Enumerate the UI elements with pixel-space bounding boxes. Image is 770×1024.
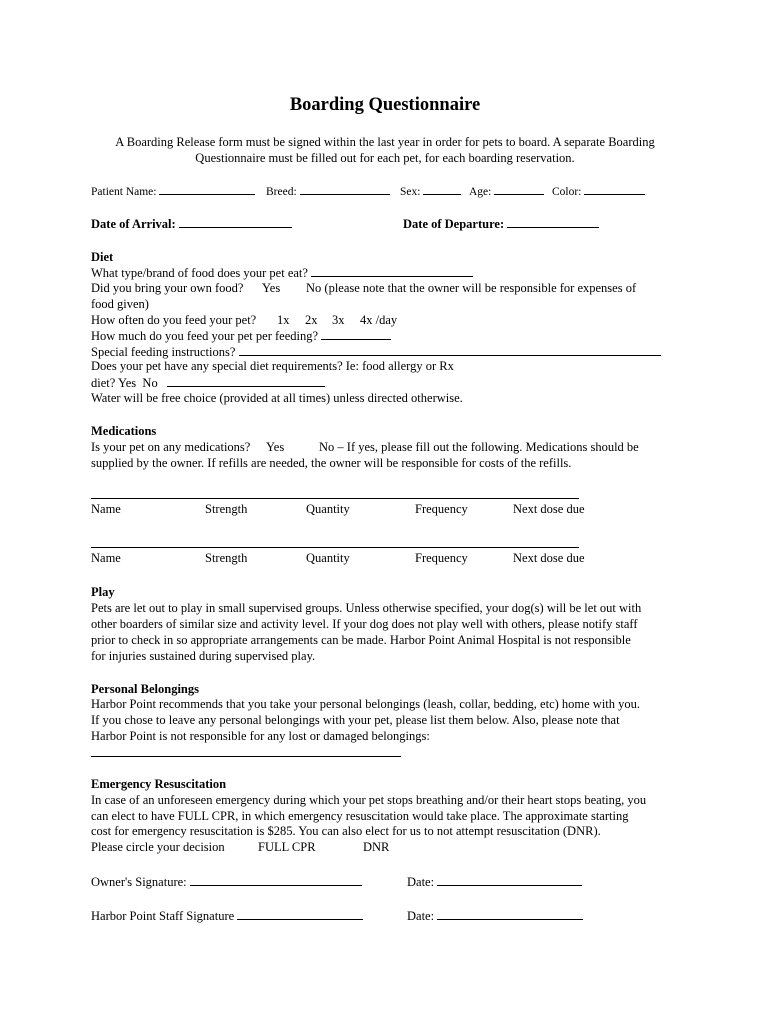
water-note: Water will be free choice (provided at all times) unless directed otherwise. xyxy=(91,391,463,405)
intro-line-1: A Boarding Release form must be signed within the last year in order for pets to board. A separate Boarding xyxy=(115,135,655,149)
food-type-question xyxy=(91,265,473,281)
resuscitation-heading: Emergency Resuscitation xyxy=(91,777,227,791)
special-instructions-question xyxy=(91,344,661,360)
owner-date-field[interactable] xyxy=(407,874,582,890)
resuscitation-line-2: can elect to have FULL CPR, in which emergency resuscitation would take place. The approximate starting xyxy=(91,809,629,823)
dnr-option[interactable]: DNR xyxy=(363,840,390,854)
owner-signature-field[interactable] xyxy=(91,874,362,890)
belongings-line-3: Harbor Point is not responsible for any lost or damaged belongings: xyxy=(91,729,430,743)
breed-field[interactable] xyxy=(266,183,390,198)
page-title: Boarding Questionnaire xyxy=(289,95,481,115)
play-line-2: other boarders of similar size and activity level. If your dog does not play well with others, please notify staff xyxy=(91,617,638,631)
food-type-label: What type/brand of food does your pet eat? xyxy=(91,266,308,280)
play-heading: Play xyxy=(91,585,115,599)
belongings-line-1: Harbor Point recommends that you take your personal belongings (leash, collar, bedding, etc) home with you. xyxy=(91,697,641,711)
diet-rx-no-option[interactable]: No xyxy=(142,376,158,390)
play-line-1: Pets are let out to play in small supervised groups. Unless otherwise specified, your dog(s) will be let out with xyxy=(91,601,642,615)
food-type-blank[interactable] xyxy=(311,265,473,277)
how-much-question xyxy=(91,328,391,344)
belongings-heading: Personal Belongings xyxy=(91,682,199,696)
med-row-2-strength-header: Strength xyxy=(205,551,248,565)
med-row-1-name-header: Name xyxy=(91,502,121,516)
arrival-date-label: Date of Arrival: xyxy=(91,217,176,231)
med-row-1-strength-header: Strength xyxy=(205,502,248,516)
age-label: Age: xyxy=(469,186,492,198)
departure-date-label: Date of Departure: xyxy=(403,217,505,231)
sex-blank[interactable] xyxy=(423,183,461,195)
own-food-no-option[interactable]: No (please note that the owner will be responsible for expenses of xyxy=(306,281,637,295)
staff-date-field[interactable] xyxy=(407,908,583,924)
play-line-4: for injuries sustained during supervised play. xyxy=(91,649,316,663)
full-cpr-option[interactable]: FULL CPR xyxy=(258,840,316,854)
belongings-list-blank[interactable] xyxy=(91,756,401,757)
resuscitation-decision-label: Please circle your decision xyxy=(91,840,225,854)
diet-rx-yes-option[interactable]: Yes xyxy=(117,376,137,390)
diet-requirements-label: Does your pet have any special diet requirements? Ie: food allergy or Rx xyxy=(91,359,454,373)
play-line-3: prior to check in so appropriate arrangements can be made. Harbor Point Animal Hospital is not responsible xyxy=(91,633,631,647)
freq-1x-option[interactable]: 1x xyxy=(277,313,290,327)
intro-line-2: Questionnaire must be filled out for each pet, for each boarding reservation. xyxy=(195,151,575,165)
owner-date-blank[interactable] xyxy=(437,874,582,886)
owner-signature-label: Owner's Signature: xyxy=(91,875,187,889)
freq-2x-option[interactable]: 2x xyxy=(305,313,318,327)
owner-signature-blank[interactable] xyxy=(190,874,362,886)
diet-rx-blank[interactable] xyxy=(167,375,325,387)
staff-signature-label: Harbor Point Staff Signature xyxy=(91,909,235,923)
med-row-1-frequency-header: Frequency xyxy=(415,502,468,516)
medication-row-2-line[interactable] xyxy=(91,547,579,548)
medications-yes-option[interactable]: Yes xyxy=(266,440,285,454)
belongings-line-2: If you chose to leave any personal belongings with your pet, please list them below. Also, please note that xyxy=(91,713,620,727)
arrival-date-blank[interactable] xyxy=(179,216,292,228)
sex-label: Sex: xyxy=(400,186,421,198)
special-instructions-blank[interactable] xyxy=(239,344,661,356)
arrival-date-field[interactable] xyxy=(91,216,292,232)
age-field[interactable] xyxy=(469,183,544,198)
color-label: Color: xyxy=(552,186,582,198)
sex-field[interactable] xyxy=(400,183,461,198)
staff-date-blank[interactable] xyxy=(437,908,583,920)
resuscitation-line-1: In case of an unforeseen emergency during which your pet stops breathing and/or their heart stops beating, you xyxy=(91,793,647,807)
diet-rx-row xyxy=(91,375,325,391)
diet-rx-label: diet? xyxy=(91,376,116,390)
special-instructions-label: Special feeding instructions? xyxy=(91,345,236,359)
how-often-label: How often do you feed your pet? xyxy=(91,313,257,327)
med-row-2-quantity-header: Quantity xyxy=(306,551,350,565)
patient-name-blank[interactable] xyxy=(159,183,255,195)
med-row-1-quantity-header: Quantity xyxy=(306,502,350,516)
med-row-2-name-header: Name xyxy=(91,551,121,565)
breed-blank[interactable] xyxy=(300,183,390,195)
medications-question-label: Is your pet on any medications? xyxy=(91,440,251,454)
departure-date-field[interactable] xyxy=(403,216,599,232)
patient-name-label: Patient Name: xyxy=(91,186,157,198)
med-row-2-next-dose-header: Next dose due xyxy=(513,551,585,565)
staff-signature-blank[interactable] xyxy=(237,908,363,920)
staff-signature-field[interactable] xyxy=(91,908,363,924)
medication-row-1-line[interactable] xyxy=(91,498,579,499)
own-food-yes-option[interactable]: Yes xyxy=(262,281,281,295)
own-food-continuation: food given) xyxy=(91,297,149,311)
med-row-1-next-dose-header: Next dose due xyxy=(513,502,585,516)
medications-no-option[interactable]: No – If yes, please fill out the following. Medications should be xyxy=(319,440,639,454)
resuscitation-line-3: cost for emergency resuscitation is $285. You can also elect for us to not attempt resuscitation (DNR). xyxy=(91,824,601,838)
freq-4x-option[interactable]: 4x /day xyxy=(360,313,398,327)
breed-label: Breed: xyxy=(266,186,297,198)
medications-heading: Medications xyxy=(91,424,157,438)
freq-3x-option[interactable]: 3x xyxy=(332,313,345,327)
medications-continuation: supplied by the owner. If refills are needed, the owner will be responsible for costs of the refills. xyxy=(91,456,572,470)
owner-date-label: Date: xyxy=(407,875,435,889)
own-food-question-label: Did you bring your own food? xyxy=(91,281,244,295)
diet-heading: Diet xyxy=(91,250,114,264)
patient-name-field[interactable] xyxy=(91,183,255,198)
med-row-2-frequency-header: Frequency xyxy=(415,551,468,565)
departure-date-blank[interactable] xyxy=(507,216,599,228)
color-blank[interactable] xyxy=(584,183,645,195)
color-field[interactable] xyxy=(552,183,645,198)
staff-date-label: Date: xyxy=(407,909,435,923)
how-much-label: How much do you feed your pet per feeding? xyxy=(91,329,319,343)
age-blank[interactable] xyxy=(494,183,544,195)
how-much-blank[interactable] xyxy=(321,328,391,340)
